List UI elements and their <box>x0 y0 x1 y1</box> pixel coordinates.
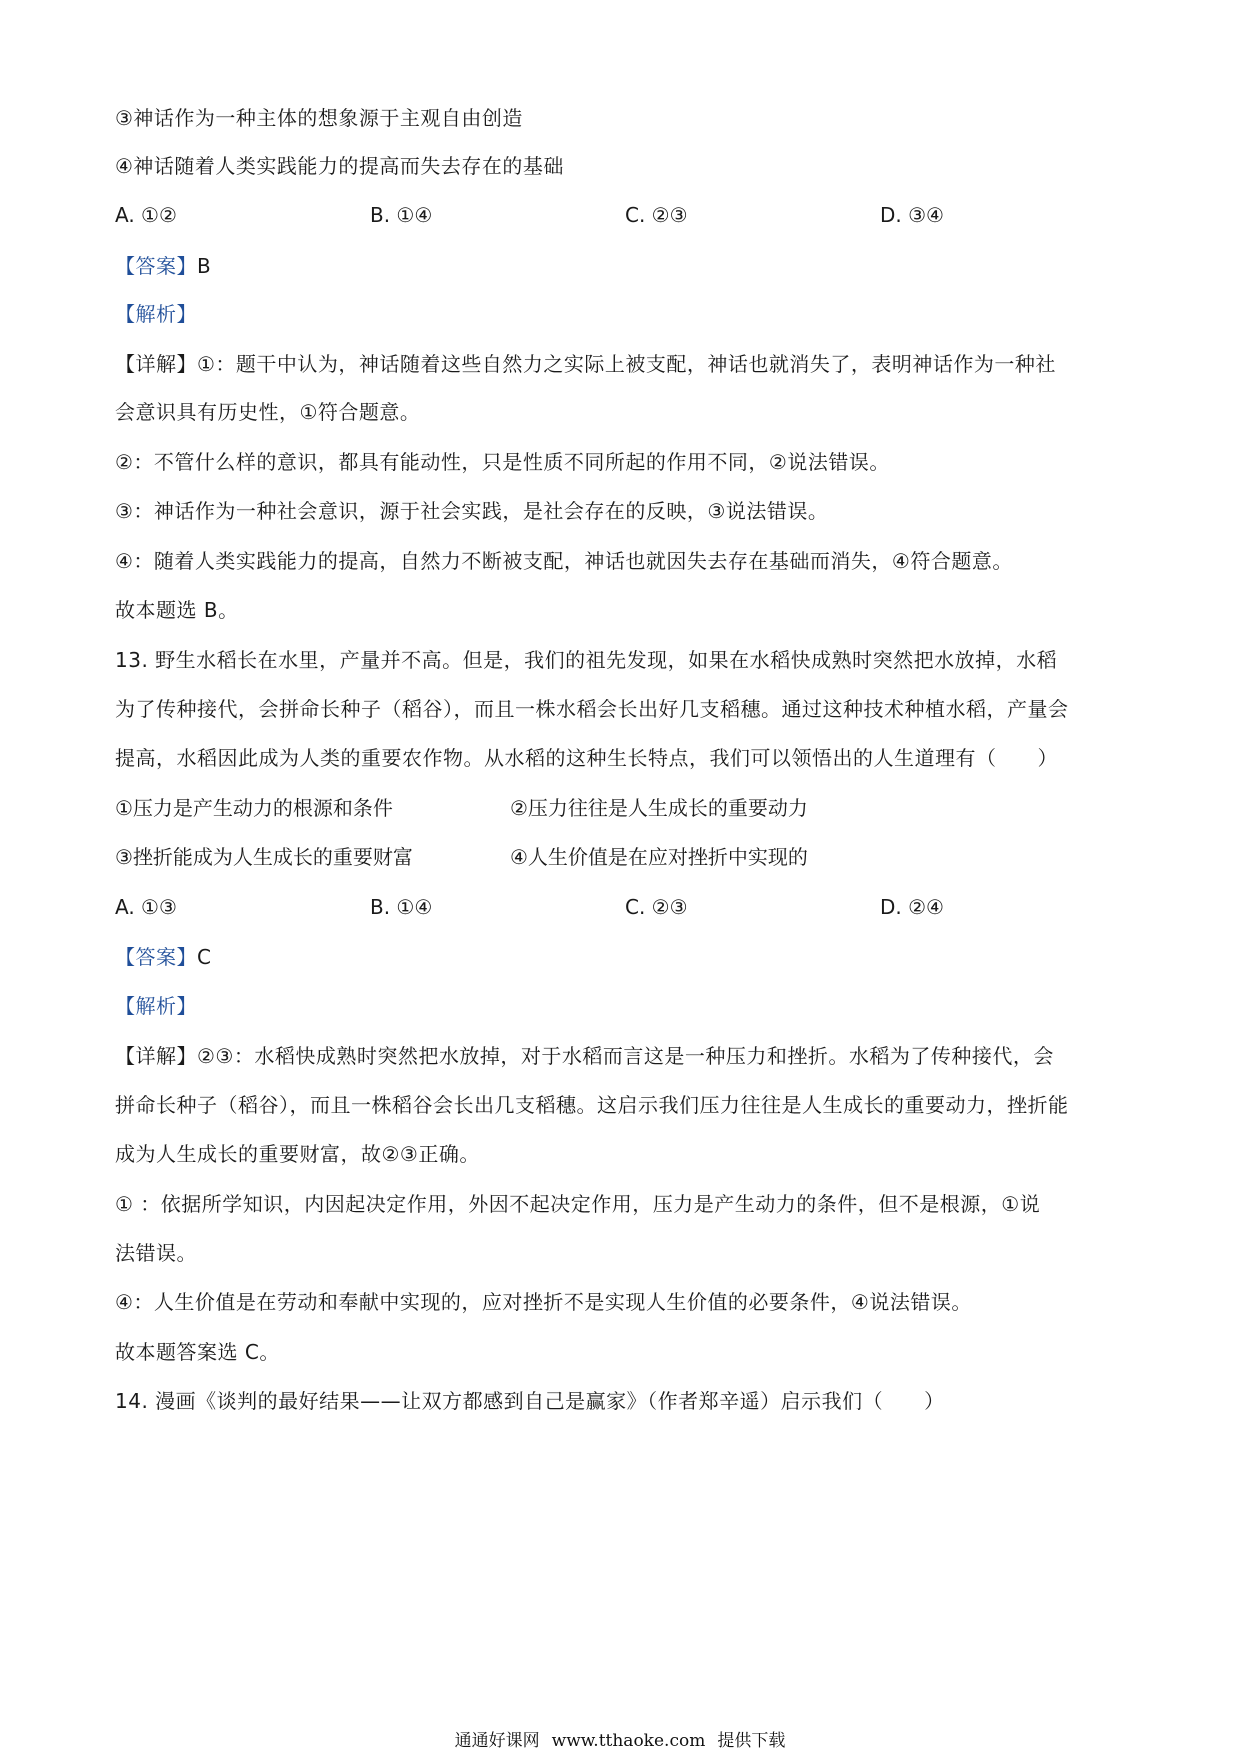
q13-detail-line-1 <box>115 1042 1054 1070</box>
q13-statement-3: ③挫折能成为人生成长的重要财富 <box>115 845 413 869</box>
answer-label: 【答案】 <box>115 945 197 969</box>
q13-detail-line-6: ④：人生价值是在劳动和奉献中实现的，应对挫折不是实现人生价值的必要条件，④说法错误。 <box>115 1290 972 1314</box>
q13-detail-line-3: 成为人生成长的重要财富，故②③正确。 <box>115 1142 480 1166</box>
detail-label: 【详解】 <box>115 352 197 376</box>
q13-option-b: B. ①④ <box>370 895 433 919</box>
q12-detail-line-2: 会意识具有历史性，①符合题意。 <box>115 400 421 424</box>
page-footer <box>0 1726 1240 1751</box>
answer-value: B <box>197 254 212 278</box>
q12-detail-line-5: ④：随着人类实践能力的提高，自然力不断被支配，神话也就因失去存在基础而消失，④符合题意。 <box>115 549 1013 573</box>
q12-analysis-label: 【解析】 <box>115 302 197 326</box>
q13-detail-line-4: ① ：依据所学知识，内因起决定作用，外因不起决定作用，压力是产生动力的条件，但不是根源，①说 <box>115 1192 1041 1216</box>
q13-stem-line-1: 13. 野生水稻长在水里，产量并不高。但是，我们的祖先发现，如果在水稻快成熟时突然把水放掉，水稻 <box>115 648 1058 672</box>
q13-statement-2: ②压力往往是人生成长的重要动力 <box>510 796 808 820</box>
q12-option-b: B. ①④ <box>370 203 433 227</box>
footer-suffix: 提供下载 <box>717 1731 786 1751</box>
q13-detail-line-2: 拼命长种子（稻谷），而且一株稻谷会长出几支稻穗。这启示我们压力往往是人生成长的重要动力，挫折能 <box>115 1093 1069 1117</box>
q13-option-d: D. ②④ <box>880 895 944 919</box>
q12-statement-4: ④神话随着人类实践能力的提高而失去存在的基础 <box>115 154 564 178</box>
q13-option-c: C. ②③ <box>625 895 688 919</box>
q13-stem-line-2: 为了传种接代，会拼命长种子（稻谷），而且一株水稻会长出好几支稻穗。通过这种技术种植水稻，产量会 <box>115 697 1069 721</box>
q13-answer <box>115 943 211 971</box>
q13-statement-1: ①压力是产生动力的根源和条件 <box>115 796 393 820</box>
q13-analysis-label: 【解析】 <box>115 994 197 1018</box>
answer-label: 【答案】 <box>115 254 197 278</box>
q12-detail-line-1 <box>115 350 1056 378</box>
footer-site-name: 通通好课网 <box>454 1731 540 1751</box>
q12-answer <box>115 252 211 280</box>
q14-stem: 14. 漫画《谈判的最好结果——让双方都感到自己是赢家》（作者郑辛遥）启示我们（ ） <box>115 1389 945 1413</box>
q12-option-d: D. ③④ <box>880 203 944 227</box>
q12-detail-line-4: ③：神话作为一种社会意识，源于社会实践，是社会存在的反映，③说法错误。 <box>115 499 829 523</box>
q13-stem-line-3: 提高，水稻因此成为人类的重要农作物。从水稻的这种生长特点，我们可以领悟出的人生道理有（ ） <box>115 746 1058 770</box>
q12-option-a: A. ①② <box>115 203 177 227</box>
detail-label: 【详解】 <box>115 1044 197 1068</box>
q12-statement-3: ③神话作为一种主体的想象源于主观自由创造 <box>115 106 523 130</box>
q13-option-a: A. ①③ <box>115 895 177 919</box>
q13-detail-line-5: 法错误。 <box>115 1241 197 1265</box>
q13-conclusion: 故本题答案选 C。 <box>115 1340 280 1364</box>
q12-option-c: C. ②③ <box>625 203 688 227</box>
q12-detail-line-3: ②：不管什么样的意识，都具有能动性，只是性质不同所起的作用不同，②说法错误。 <box>115 450 890 474</box>
detail-text: ①：题干中认为，神话随着这些自然力之实际上被支配，神话也就消失了，表明神话作为一种社 <box>197 352 1056 376</box>
q13-statement-4: ④人生价值是在应对挫折中实现的 <box>510 845 808 869</box>
detail-text: ②③：水稻快成熟时突然把水放掉，对于水稻而言这是一种压力和挫折。水稻为了传种接代，会 <box>197 1044 1054 1068</box>
q12-conclusion: 故本题选 B。 <box>115 598 239 622</box>
footer-url[interactable]: www.tthaoke.com <box>551 1731 706 1751</box>
answer-value: C <box>197 945 212 969</box>
